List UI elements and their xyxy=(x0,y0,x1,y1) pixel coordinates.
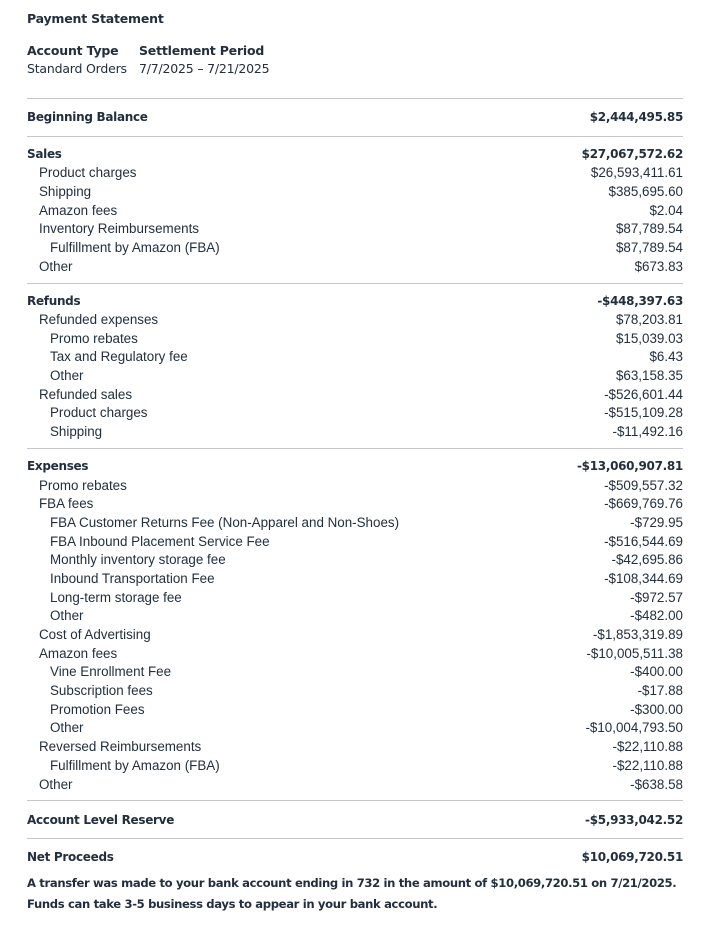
line-item-row xyxy=(27,163,683,182)
line-item-amount: -$638.58 xyxy=(630,776,683,792)
line-item-amount: -$509,557.32 xyxy=(604,477,683,493)
line-item-amount: $26,593,411.61 xyxy=(590,165,683,181)
line-item-label: Other xyxy=(39,258,73,274)
transfer-note-line-2: Funds can take 3-5 business days to appear in your bank account. xyxy=(27,897,438,911)
line-item-row xyxy=(27,201,683,220)
line-item-row xyxy=(27,625,683,644)
line-item-amount: -$10,004,793.50 xyxy=(585,720,683,736)
expenses-section xyxy=(27,449,683,800)
account-level-reserve-amount: -$5,933,042.52 xyxy=(585,812,683,827)
line-item-amount: $87,789.54 xyxy=(615,239,683,255)
beginning-balance-row xyxy=(27,108,683,127)
line-item-amount: -$516,544.69 xyxy=(604,533,683,549)
line-item-amount: -$300.00 xyxy=(630,701,683,717)
settlement-period-value: 7/7/2025 – 7/21/2025 xyxy=(139,61,270,76)
refunds-items xyxy=(27,310,683,441)
account-type-column xyxy=(27,43,127,79)
line-item-label: Long-term storage fee xyxy=(50,589,182,605)
line-item-label: Product charges xyxy=(39,165,137,181)
sales-section xyxy=(27,137,683,283)
line-item-label: Product charges xyxy=(50,405,148,421)
line-item-row xyxy=(27,532,683,551)
line-item-label: Refunded sales xyxy=(39,386,133,402)
net-proceeds-section xyxy=(27,839,683,876)
line-item-label: FBA Customer Returns Fee (Non-Apparel and Non-Shoes) xyxy=(50,514,400,530)
refunds-section xyxy=(27,284,683,449)
account-level-reserve-label: Account Level Reserve xyxy=(27,812,175,827)
line-item-amount: -$526,601.44 xyxy=(604,386,683,402)
beginning-balance-label: Beginning Balance xyxy=(27,110,148,125)
line-item-label: Promotion Fees xyxy=(50,701,145,717)
net-proceeds-label: Net Proceeds xyxy=(27,850,114,865)
line-item-amount: -$22,110.88 xyxy=(612,757,683,773)
net-proceeds-row xyxy=(27,848,683,867)
line-item-label: Monthly inventory storage fee xyxy=(50,552,226,568)
settlement-period-column xyxy=(139,43,269,79)
line-item-label: Other xyxy=(50,368,84,384)
line-item-row xyxy=(27,700,683,719)
line-item-amount: -$10,005,511.38 xyxy=(586,645,683,661)
line-item-label: Other xyxy=(50,720,84,736)
account-level-reserve-row xyxy=(27,810,683,829)
line-item-label: Promo rebates xyxy=(39,477,127,493)
line-item-row xyxy=(27,569,683,588)
line-item-amount: $385,695.60 xyxy=(608,183,683,199)
sales-items xyxy=(27,163,683,275)
line-item-row xyxy=(27,219,683,238)
line-item-label: Refunded expenses xyxy=(39,312,159,328)
line-item-label: Cost of Advertising xyxy=(39,627,151,643)
account-info xyxy=(27,43,269,79)
line-item-label: Tax and Regulatory fee xyxy=(50,349,188,365)
line-item-row xyxy=(27,310,683,329)
line-item-row xyxy=(27,385,683,404)
statement-table xyxy=(27,98,683,876)
line-item-amount: -$515,109.28 xyxy=(604,405,683,421)
line-item-amount: -$108,344.69 xyxy=(604,570,683,586)
line-item-amount: -$42,695.86 xyxy=(611,552,683,568)
line-item-amount: -$482.00 xyxy=(630,608,683,624)
line-item-amount: $63,158.35 xyxy=(615,368,683,384)
line-item-amount: -$17.88 xyxy=(637,683,683,699)
line-item-row xyxy=(27,494,683,513)
refunds-amount: -$448,397.63 xyxy=(597,293,683,308)
refunds-header-row xyxy=(27,292,683,311)
expenses-items xyxy=(27,476,683,794)
line-item-row xyxy=(27,588,683,607)
line-item-row xyxy=(27,238,683,257)
line-item-amount: $2.04 xyxy=(649,202,683,218)
expenses-header-row xyxy=(27,457,683,476)
line-item-label: Fulfillment by Amazon (FBA) xyxy=(50,757,220,773)
line-item-row xyxy=(27,737,683,756)
line-item-label: Other xyxy=(50,608,84,624)
line-item-amount: $673.83 xyxy=(634,258,683,274)
line-item-label: Other xyxy=(39,776,73,792)
line-item-row xyxy=(27,366,683,385)
sales-amount: $27,067,572.62 xyxy=(581,147,683,162)
settlement-period-label: Settlement Period xyxy=(139,43,265,58)
net-proceeds-amount: $10,069,720.51 xyxy=(581,850,683,865)
line-item-amount: $6.43 xyxy=(649,349,683,365)
line-item-amount: -$1,853,319.89 xyxy=(592,627,683,643)
line-item-label: Shipping xyxy=(50,424,103,440)
line-item-label: Subscription fees xyxy=(50,683,153,699)
line-item-amount: -$11,492.16 xyxy=(612,424,683,440)
line-item-row xyxy=(27,756,683,775)
line-item-row xyxy=(27,550,683,569)
line-item-amount: -$972.57 xyxy=(630,589,683,605)
line-item-amount: -$400.00 xyxy=(630,664,683,680)
transfer-note-line-1: A transfer was made to your bank account ending in 732 in the amount of $10,069,720.51 on 7/21/2025. xyxy=(27,876,677,890)
line-item-label: Fulfillment by Amazon (FBA) xyxy=(50,239,220,255)
line-item-row xyxy=(27,329,683,348)
line-item-row xyxy=(27,182,683,201)
transfer-note xyxy=(27,873,697,915)
line-item-amount: -$22,110.88 xyxy=(612,739,683,755)
line-item-row xyxy=(27,644,683,663)
line-item-label: Inbound Transportation Fee xyxy=(50,570,215,586)
line-item-label: FBA Inbound Placement Service Fee xyxy=(50,533,270,549)
page-title: Payment Statement xyxy=(27,11,164,26)
line-item-amount: -$729.95 xyxy=(630,514,683,530)
line-item-row xyxy=(27,681,683,700)
account-level-reserve-section xyxy=(27,801,683,838)
line-item-row xyxy=(27,775,683,794)
line-item-row xyxy=(27,476,683,495)
line-item-label: Vine Enrollment Fee xyxy=(50,664,172,680)
line-item-row xyxy=(27,404,683,423)
line-item-label: Amazon fees xyxy=(39,202,118,218)
line-item-amount: -$669,769.76 xyxy=(604,496,683,512)
beginning-balance-amount: $2,444,495.85 xyxy=(589,110,683,125)
line-item-label: FBA fees xyxy=(39,496,94,512)
sales-label: Sales xyxy=(27,147,62,162)
beginning-balance-section xyxy=(27,99,683,136)
account-type-value: Standard Orders xyxy=(27,61,127,76)
line-item-row xyxy=(27,348,683,367)
line-item-row xyxy=(27,607,683,626)
line-item-amount: $78,203.81 xyxy=(615,312,683,328)
line-item-amount: $87,789.54 xyxy=(615,221,683,237)
line-item-row xyxy=(27,257,683,276)
line-item-row xyxy=(27,663,683,682)
line-item-label: Reversed Reimbursements xyxy=(39,739,202,755)
line-item-label: Amazon fees xyxy=(39,645,118,661)
expenses-amount: -$13,060,907.81 xyxy=(576,459,683,474)
expenses-label: Expenses xyxy=(27,459,89,474)
sales-header-row xyxy=(27,145,683,164)
line-item-label: Promo rebates xyxy=(50,330,138,346)
line-item-label: Shipping xyxy=(39,183,92,199)
line-item-row xyxy=(27,513,683,532)
account-type-label: Account Type xyxy=(27,43,119,58)
line-item-label: Inventory Reimbursements xyxy=(39,221,200,237)
refunds-label: Refunds xyxy=(27,293,81,308)
line-item-amount: $15,039.03 xyxy=(615,330,683,346)
line-item-row xyxy=(27,422,683,441)
line-item-row xyxy=(27,719,683,738)
